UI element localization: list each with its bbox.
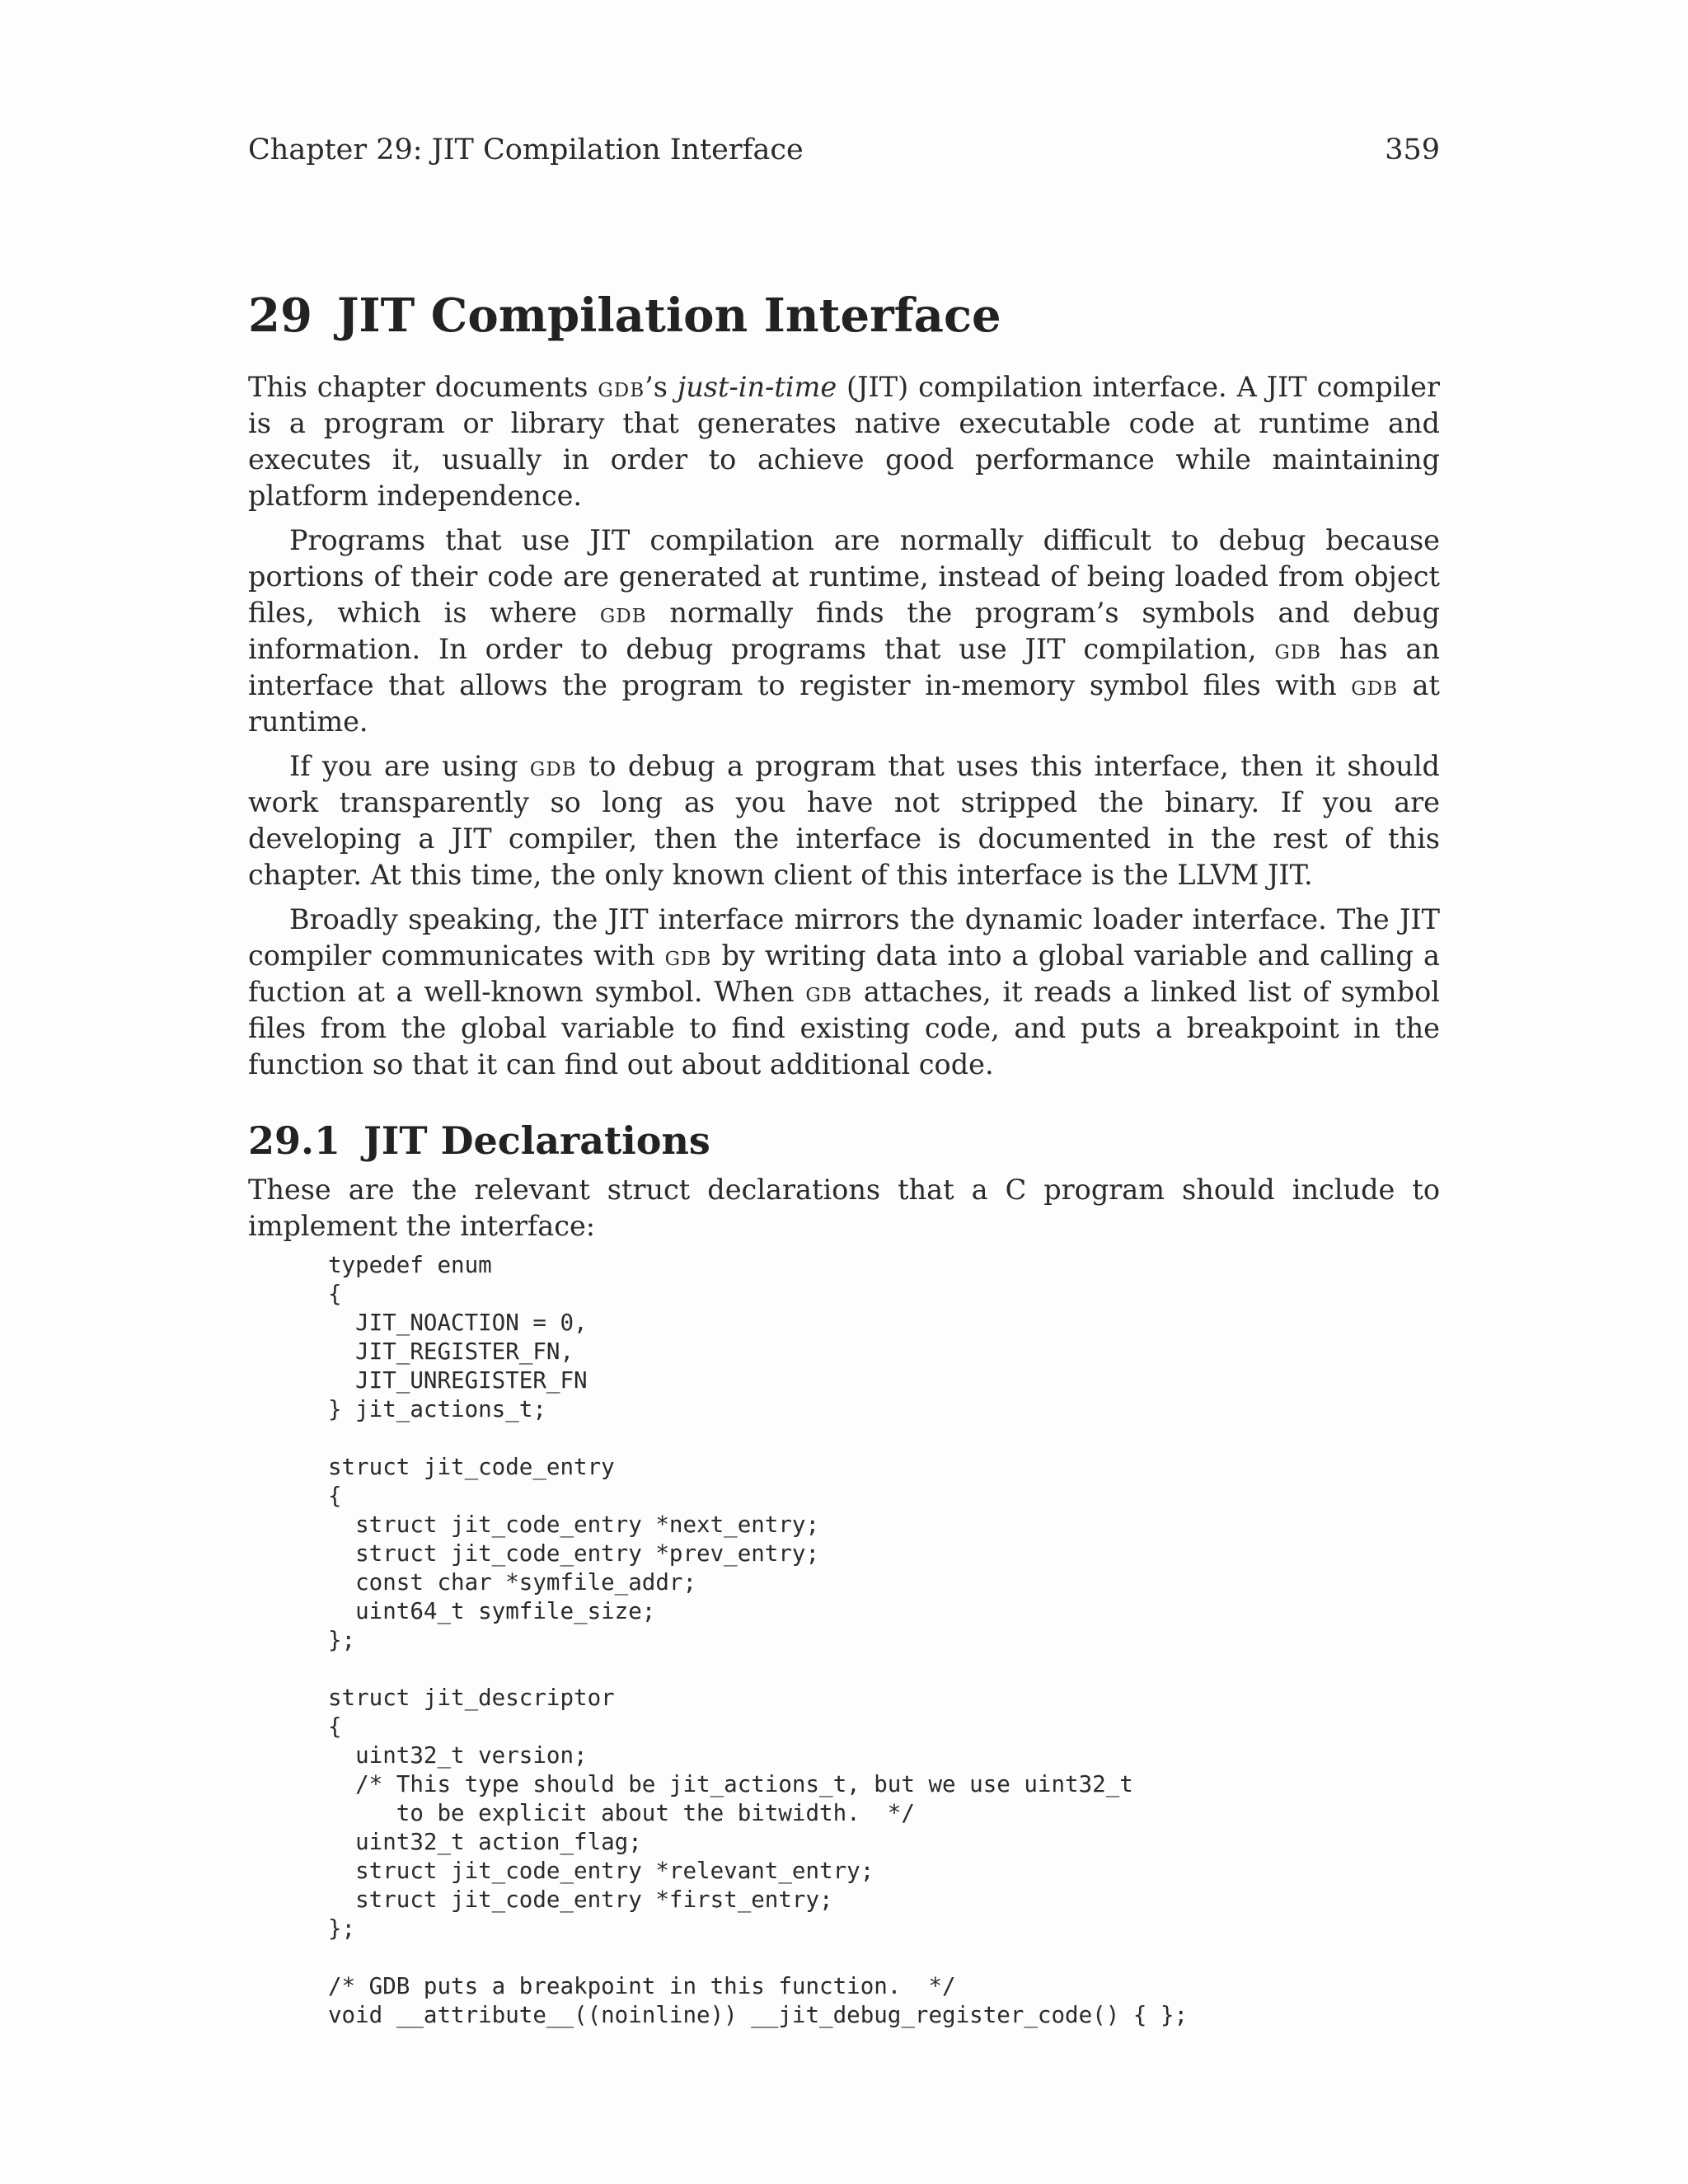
section-title-text: JIT Declarations (363, 1118, 710, 1163)
text-run: to debug a program that uses this interface, then it should work transparently so long as you have not stripped the binary. If you are developing a JIT compiler, then the interface is documented in the rest of this chapter. At this time, the only known client of this interface is the LLVM JIT. (248, 750, 1440, 891)
gdb-name: gdb (1351, 669, 1398, 701)
text-run: attaches, it reads a linked list of symbol files from the global variable to find existing code, and puts a breakpoint in the function so that it can find out about additional code. (248, 976, 1440, 1080)
section-title (248, 1116, 1440, 1165)
running-head (248, 132, 1440, 168)
emphasis-term: just-in-time (677, 371, 837, 403)
gdb-name: gdb (529, 750, 577, 782)
text-run: by writing data into a global variable and calling a fuction at a well-known symbol. When (248, 940, 1440, 1008)
gdb-name: gdb (1274, 633, 1322, 665)
paragraph-overview (248, 902, 1440, 1083)
paragraph-debug-difficulty (248, 523, 1440, 740)
section-intro: These are the relevant struct declarations that a C program should include to implement the interface: (248, 1174, 1440, 1242)
text-run: Programs that use JIT compilation are normally difficult to debug because portions of their code are generated at runtime, instead of being loaded from object files, which is where (248, 524, 1440, 629)
text-run: normally finds the program’s symbols and debug information. In order to debug programs that use JIT compilation, (248, 597, 1440, 665)
code-block: typedef enum { JIT_NOACTION = 0, JIT_REGISTER_FN, JIT_UNREGISTER_FN } jit_actions_t; struct jit_code_entry { struct jit_code_entry *next_entry; struct jit_code_entry *prev_entry; const char *symfile_addr; uint64_t symfile_size; }; struct jit_descriptor { uint32_t version; /* This type should be jit_actions_t, but we use uint32_t to be explicit about the bitwidth. */ uint32_t action_flag; struct jit_code_entry *relevant_entry; struct jit_code_entry *first_entry; }; /* GDB puts a breakpoint in this function. */ void __attribute__((noinline)) __jit_debug_register_code() { }; (328, 1252, 1189, 2028)
text-run: If you are using (289, 750, 530, 782)
chapter-title (248, 287, 1440, 344)
gdb-name: gdb (664, 940, 712, 972)
chapter-number: 29 (248, 288, 312, 343)
gdb-name: gdb (599, 597, 647, 629)
paragraph-intro (248, 369, 1440, 514)
text-run: (JIT) compilation interface. A JIT compiler is a program or library that generates native executable code at runtime and executes it, usually in order to achieve good performance while maintaining platform independence. (248, 371, 1440, 512)
chapter-title-text: JIT Compilation Interface (336, 288, 1001, 343)
gdb-name: gdb (805, 976, 853, 1008)
page-number: 359 (1385, 134, 1440, 166)
text-run: at runtime. (248, 669, 1440, 738)
section-number: 29.1 (248, 1118, 341, 1163)
paragraph-usage (248, 748, 1440, 893)
text-run: This chapter documents (248, 371, 598, 403)
gdb-name: gdb (598, 371, 645, 403)
chapter-label: Chapter 29: JIT Compilation Interface (248, 134, 804, 166)
document-page (248, 132, 1440, 2030)
text-run: has an interface that allows the program to register in-memory symbol files with (248, 633, 1440, 701)
text-run: ’s (645, 371, 678, 403)
text-run: Broadly speaking, the JIT interface mirrors the dynamic loader interface. The JIT compiler communicates with (248, 903, 1440, 972)
